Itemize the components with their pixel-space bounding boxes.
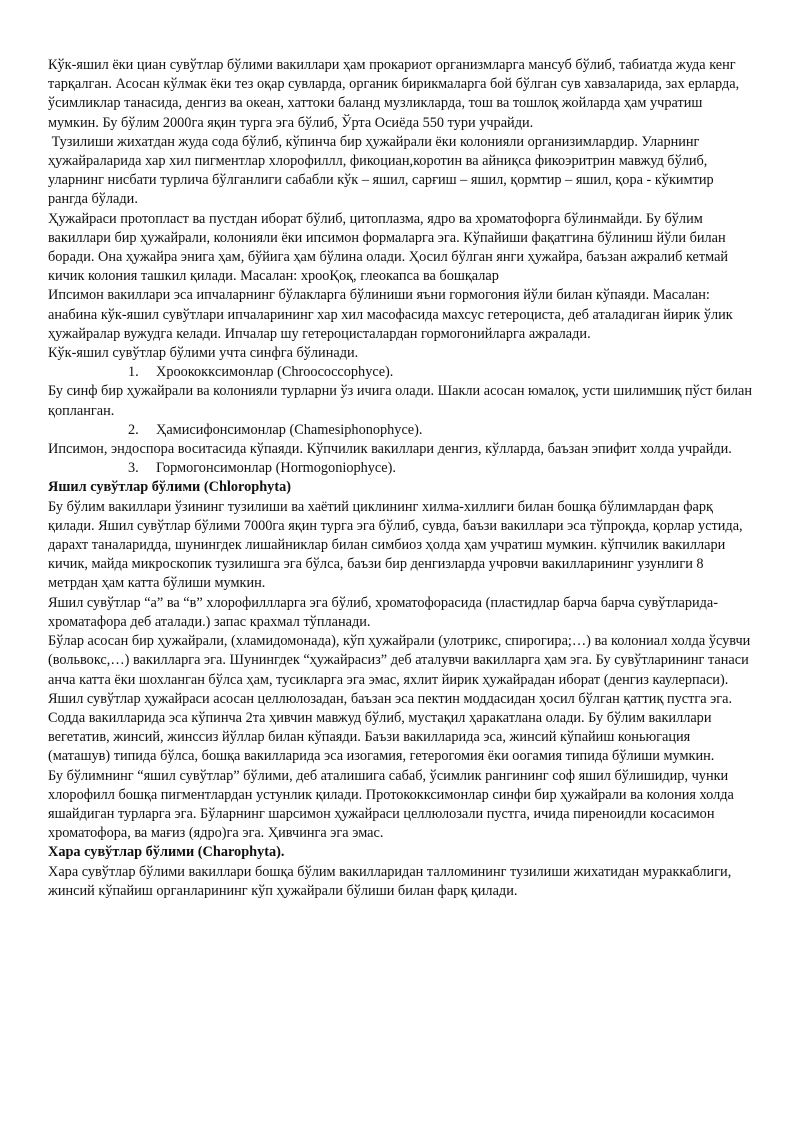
paragraph-chlorophyta: Яшил сувўтлар ҳужайраси асосан целлюлозадан, баъзан эса пектин моддасидан ҳосил бўлган қаттиқ пустга эга. Содда вакилларида эса кўпинча 2та ҳивчин мавжуд бўлиб, мустақил ҳаракатлана олади. Бу бўлим вакиллари вегетатив, жинсий, жинссиз йўллар билан кўпаяди. Баъзи вакилларида эса, жинсий кўпайиш коньюгация (маташув) типида бўлса, бошқа вакилларида эса изогамия, гетерогомия ёки оогамия типида бўлиши мумкин. xyxy=(48,690,733,765)
classes-list-item-3 xyxy=(48,459,754,478)
section-heading-charophyta: Хара сувўтлар бўлими (Charophyta). xyxy=(48,844,285,861)
paragraph-cyanophyta-intro: Кўк-яшил ёки циан сувўтлар бўлими вакиллари ҳам прокариот организмларга мансуб бўлиб, табиатда жуда кенг тарқалган. Асосан кўлмак ёки тез оқар сувларда, органик бирикмаларга бой бўлган сув хавзаларида, зах ерларда, ўсимликлар танасида, денгиз ва океан, хаттоки баланд музликларда, тош ва тошлоқ жойларда ҳам учратиш мумкин. Бу бўлим 2000га яқин турга эга бўлиб, Ўрта Осиёда 550 тури учрайди. xyxy=(48,57,743,131)
paragraph-cyanophyta-cell: Ҳужайраси протопласт ва пустдан иборат бўлиб, цитоплазма, ядро ва хроматофорга бўлинмайди. Бу бўлим вакиллари бир ҳужайрали, колонияли ёки ипсимон формаларга эга. Кўпайиши фақатгина бўлиниш йўли билан боради. Она ҳужайра энига ҳам, бўйига ҳам бўлина олади. Ҳосил бўлган янги ҳужайра, баъзан ажралиб кетмай кичик колония ташкил қилади. Масалан: хрооҚоқ, глеокапса ва бошқалар xyxy=(48,210,729,285)
class-name: Хроококкcимонлар (Chroococcophyce). xyxy=(156,364,394,381)
paragraph-cyanophyta-classes-intro: Кўк-яшил сувўтлар бўлими учта синфга бўлинади. xyxy=(48,345,359,362)
classes-list-item-1 xyxy=(48,363,754,382)
class-name: Гормогонсимонлар (Hormogoniophyce). xyxy=(156,460,396,477)
class-description: Ипсимон, эндоспора воситасида кўпаяди. Кўпчилик вакиллари денгиз, кўлларда, баъзан эпифит холда учрайди. xyxy=(48,441,732,458)
list-item xyxy=(128,459,754,478)
paragraph-chlorophyta: Яшил сувўтлар “а” ва “в” хлорофиллларга эга бўлиб, хроматофорасида (пластидлар барча барча сувўтларида-хроматафора деб аталади.) запас крахмал тўпланади. xyxy=(48,594,719,630)
paragraph-cyanophyta-filaments: Ипсимон вакиллари эса ипчаларнинг бўлакларга бўлиниши яъни гормогония йўли билан кўпаяди. Масалан: анабина кўк-яшил сувўтлари ипчаларининг хар хил масофасида махсус гетероциста, деб аталадиган йирик ўлик ҳужайралар вужудга келади. Ипчалар шу гетероцисталардан гормогонийларга ажралади. xyxy=(48,287,733,342)
list-number: 3. xyxy=(128,460,139,477)
class-name: Ҳамисифонсимонлар (Chamesiphonophyce). xyxy=(156,421,423,438)
paragraph-charophyta: Хара сувўтлар бўлими вакиллари бошқа бўлим вакилларидан талломининг тузилиши жихатидан мураккаблиги, жинсий кўпайиш органларининг кўп ҳужайрали бўлиши билан фарқ қилади. xyxy=(48,863,732,899)
list-item xyxy=(128,363,754,382)
section-heading-chlorophyta: Яшил сувўтлар бўлими (Chlorophyta) xyxy=(48,479,291,496)
list-number: 2. xyxy=(128,421,139,438)
classes-list-item-2 xyxy=(48,421,754,440)
paragraph-chlorophyta: Бу бўлимнинг “яшил сувўтлар” бўлими, деб аталишига сабаб, ўсимлик рангининг соф яшил бўлишидир, чунки хлорофилл бошқа пигментлардан устунлик қилади. Протококксимонлар синфи бир ҳужайрали ва колония холда яшайдиган турларга эга. Бўларнинг шарсимон ҳужайраси целлюлозали пустга, ичида пиреноидли косасимон хроматофора, ва мағиз (ядро)га эга. Ҳивчинга эга эмас. xyxy=(48,767,734,842)
class-description: Бу синф бир ҳужайрали ва колонияли турларни ўз ичига олади. Шакли асосан юмалоқ, усти шилимшиқ пўст билан қопланган. xyxy=(48,383,753,419)
paragraph-chlorophyta: Бу бўлим вакиллари ўзининг тузилиши ва хаётий циклининг хилма-хиллиги билан бошқа бўлимлардан фарқ қилади. Яшил сувўтлар бўлими 7000га яқин турга эга бўлиб, сувда, баъзи вакиллари эса тўпроқда, қорлар устида, дарахт таналаридда, шунингдек лишайниклар билан симбиоз ҳолда ҳам учратиш мумкин. кўпчилик вакиллари кичик, майда микроскопик тузилишга эга бўлса, баъзи бир денгизларда учровчи вакилларининг узунлиги 8 метрдан ҳам катта бўлиши мумкин. xyxy=(48,498,743,592)
list-item xyxy=(128,421,754,440)
paragraph-chlorophyta: Бўлар асосан бир ҳужайрали, (хламидомонада), кўп ҳужайрали (улотрикс, спирогира;…) ва колониал холда ўсувчи (вольвокс,…) вакилларга эга. Шунингдек “ҳужайрасиз” деб аталувчи вакилларга ҳам эга. Бу сувўтларининг танаси анча катта ёки шохланган бўлса ҳам, тусикларга эга эмас, яхлит йирик ҳужайрадан иборат (денгиз каулерпаси). xyxy=(48,633,751,688)
paragraph-cyanophyta-structure: Тузилиши жихатдан жуда сода бўлиб, кўпинча бир ҳужайрали ёки колонияли организимлардир. Уларнинг ҳужайраларида хар хил пигментлар хлорофиллл, фикоциан,коротин ва айниқса фикоэритрин мавжуд бўлиб, уларнинг нисбати турлича бўлганлиги сабабли кўк – яшил, сарғиш – яшил, қормтир – яшил, қора - кўкимтир рангда бўлади. xyxy=(48,133,718,208)
list-number: 1. xyxy=(128,364,139,381)
